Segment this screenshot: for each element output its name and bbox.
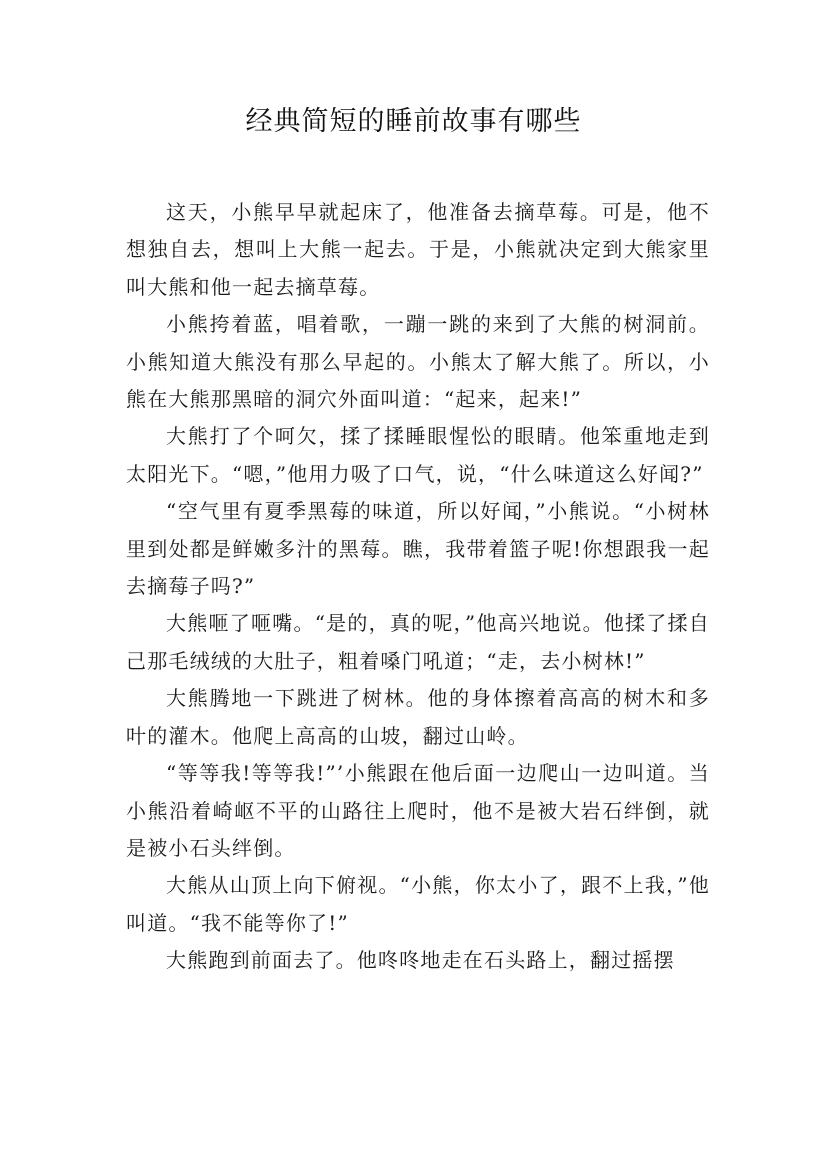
- paragraph: 大熊跑到前面去了。他咚咚地走在石头路上，翻过摇摆: [166, 948, 675, 973]
- paragraph: 大熊从山顶上向下俯视。“小熊，你太小了，跟不上我，”他叫道。“我不能等你了!”: [126, 873, 710, 935]
- paragraph: 大熊打了个呵欠，揉了揉睡眼惺忪的眼睛。他笨重地走到太阳光下。“嗯，”他用力吸了口气，说，“什么味道这么好闻?”: [126, 424, 710, 486]
- document-body: [126, 194, 710, 980]
- paragraph: 这天，小熊早早就起床了，他准备去摘草莓。可是，他不想独自去，想叫上大熊一起去。于是，小熊就决定到大熊家里叫大熊和他一起去摘草莓。: [126, 200, 710, 299]
- paragraph: “空气里有夏季黑莓的味道，所以好闻，”小熊说。“小树林里到处都是鲜嫩多汁的黑莓。瞧，我带着篮子呢!你想跟我一起去摘莓子吗?”: [126, 499, 710, 599]
- paragraph: “等等我!等等我!”’小熊跟在他后面一边爬山一边叫道。当小熊沿着崎岖不平的山路往上爬时，他不是被大岩石绊倒，就是被小石头绊倒。: [126, 761, 710, 860]
- paragraph: 大熊腾地一下跳进了树林。他的身体擦着高高的树木和多叶的灌木。他爬上高高的山坡，翻过山岭。: [126, 686, 710, 748]
- document-title: 经典简短的睡前故事有哪些: [245, 106, 582, 137]
- paragraph: 大熊咂了咂嘴。“是的，真的呢，”他高兴地说。他揉了揉自己那毛绒绒的大肚子，粗着嗓门吼道；“走，去小树林!”: [126, 611, 710, 673]
- paragraph: 小熊挎着蓝，唱着歌，一蹦一跳的来到了大熊的树洞前。小熊知道大熊没有那么早起的。小熊太了解大熊了。所以，小熊在大熊那黑暗的洞穴外面叫道：“起来，起来!”: [126, 312, 710, 412]
